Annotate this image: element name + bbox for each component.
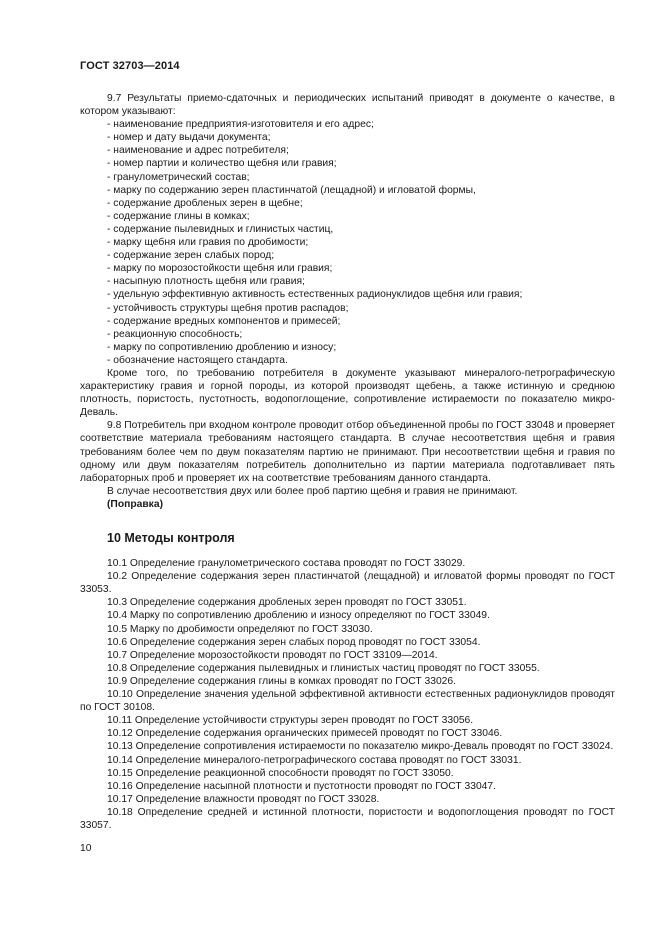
section-9-8-text2: В случае несоответствия двух или более проб партию щебня и гравия не принимают. [107, 485, 518, 497]
page-number: 10 [80, 843, 92, 854]
list-item: - содержание вредных компонентов и примесей; [107, 315, 341, 327]
section-9-7-list [80, 118, 615, 367]
list-item: - содержание глины в комках; [107, 210, 250, 222]
section-10-list [80, 557, 615, 832]
list-item: - гранулометрический состав; [107, 171, 250, 183]
list-item: - обозначение настоящего стандарта. [107, 354, 288, 366]
method-item: 10.16 Определение насыпной плотности и пустотности проводят по ГОСТ 33047. [107, 780, 496, 792]
list-item: - содержание зерен слабых пород; [107, 250, 275, 262]
amendment-note: (Поправка) [107, 498, 163, 510]
list-item: - содержание пылевидных и глинистых частиц, [107, 223, 334, 235]
method-item: 10.8 Определение содержания пылевидных и глинистых частиц проводят по ГОСТ 33055. [107, 662, 540, 674]
list-item: - наименование и адрес потребителя; [107, 145, 289, 157]
list-item: - марку щебня или гравия по дробимости; [107, 237, 309, 249]
page-content [80, 92, 615, 832]
list-item: - содержание дробленых зерен в щебне; [107, 197, 303, 209]
list-item: - номер партии и количество щебня или гравия; [107, 158, 337, 170]
list-item: - насыпную плотность щебня или гравия; [107, 276, 305, 288]
list-item: - удельную эффективную активность естественных радионуклидов щебня или гравия; [107, 289, 523, 301]
list-item: - номер и дату выдачи документа; [107, 132, 271, 144]
method-item: 10.12 Определение содержания органических примесей проводят по ГОСТ 33046. [107, 728, 503, 740]
section-9-7-extra: Кроме того, по требованию потребителя в документе указывают минералого-петрографическую характеристику гравия и горной породы, из которой производят щебень, а также истинную и среднюю плотность, пористость, пустотность, водопоглощение, сопротивление истираемости по показателю микро-Деваль. [80, 367, 615, 419]
method-item: 10.14 Определение минералого-петрографического состава проводят по ГОСТ 33031. [107, 754, 522, 766]
section-9-8-text: 9.8 Потребитель при входном контроле проводит отбор объединенной пробы по ГОСТ 33048 и проверяет соответствие материала требованиям настоящего стандарта. В случае несоответствия щебня и гравия требованиям более чем по двум показателям партию не принимают. При несоответствии щебня и гравия по одному или двум показателям потребитель дополнительно из партии материала подготавливает пять лабораторных проб и проверяет их на соответствие требованиям данного стандарта. [80, 420, 615, 484]
list-item: - реакционную способность; [107, 328, 243, 340]
list-item: - устойчивость структуры щебня против распадов; [107, 302, 349, 314]
method-item: 10.6 Определение содержания зерен слабых пород проводят по ГОСТ 33054. [107, 636, 481, 648]
method-item: 10.7 Определение морозостойкости проводят по ГОСТ 33109—2014. [107, 649, 438, 661]
method-item: 10.5 Марку по дробимости определяют по ГОСТ 33030. [107, 623, 373, 635]
method-item: 10.17 Определение влажности проводят по ГОСТ 33028. [107, 793, 380, 805]
list-item: - марку по сопротивлению дроблению и износу; [107, 341, 337, 353]
section-10-heading: 10 Методы контроля [107, 531, 235, 545]
method-item: 10.3 Определение содержания дробленых зерен проводят по ГОСТ 33051. [107, 597, 467, 609]
method-item: 10.1 Определение гранулометрического состава проводят по ГОСТ 33029. [107, 558, 466, 570]
method-item: 10.15 Определение реакционной способности проводят по ГОСТ 33050. [107, 767, 454, 779]
method-item: 10.2 Определение содержания зерен пластинчатой (лещадной) и игловатой формы проводят по ГОСТ 33053. [80, 571, 615, 596]
section-9-7-intro: 9.7 Результаты приемо-сдаточных и периодических испытаний приводят в документе о качестве, в котором указывают: [80, 93, 615, 118]
list-item: - марку по морозостойкости щебня или гравия; [107, 263, 333, 275]
method-item: 10.18 Определение средней и истинной плотности, пористости и водопоглощения проводят по ГОСТ 33057. [80, 806, 615, 831]
method-item: 10.9 Определение содержания глины в комках проводят по ГОСТ 33026. [107, 675, 456, 687]
list-item: - марку по содержанию зерен пластинчатой (лещадной) и игловатой формы, [107, 184, 476, 196]
method-item: 10.10 Определение значения удельной эффективной активности естественных радионуклидов проводят по ГОСТ 30108. [80, 689, 615, 714]
document-header: ГОСТ 32703—2014 [80, 60, 180, 72]
list-item: - наименование предприятия-изготовителя и его адрес; [107, 119, 374, 131]
method-item: 10.13 Определение сопротивления истираемости по показателю микро-Деваль проводят по ГОСТ 33024. [107, 741, 614, 753]
method-item: 10.4 Марку по сопротивлению дроблению и износу определяют по ГОСТ 33049. [107, 610, 490, 622]
method-item: 10.11 Определение устойчивости структуры зерен проводят по ГОСТ 33056. [107, 715, 474, 727]
